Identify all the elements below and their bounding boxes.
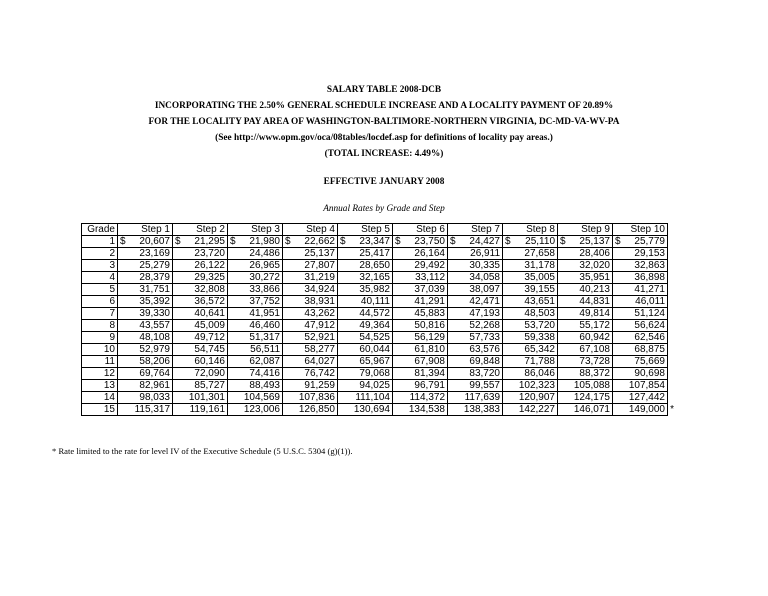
salary-table [81,223,674,416]
salary-cell: 37,752 [228,296,283,308]
salary-cell: 25,417 [338,248,393,260]
salary-cell: 138,383 [448,404,503,416]
salary-cell: 36,572 [173,296,228,308]
currency-symbol: $ [340,236,346,247]
salary-cell: 146,071 [558,404,613,416]
salary-cell: 114,372 [393,392,448,404]
salary-cell: 81,394 [393,368,448,380]
salary-cell: 59,338 [503,332,558,344]
salary-cell: 96,791 [393,380,448,392]
salary-cell [558,236,613,248]
grade-cell: 5 [82,284,118,296]
currency-symbol: $ [450,236,456,247]
currency-symbol: $ [505,236,511,247]
salary-cell: 30,335 [448,260,503,272]
salary-cell: 38,931 [283,296,338,308]
salary-cell: 36,898 [613,272,668,284]
salary-cell [338,236,393,248]
table-row [82,404,668,416]
salary-cell: 34,058 [448,272,503,284]
grade-cell: 4 [82,272,118,284]
table-row [82,236,668,248]
salary-value: 21,980 [249,236,280,247]
salary-cell: 65,967 [338,356,393,368]
salary-cell: 56,624 [613,320,668,332]
salary-cell: 47,912 [283,320,338,332]
step-header: Step 6 [393,224,448,236]
salary-cell: 72,090 [173,368,228,380]
salary-cell: 46,460 [228,320,283,332]
salary-cell: 44,831 [558,296,613,308]
salary-cell: 134,538 [393,404,448,416]
salary-cell: 33,866 [228,284,283,296]
salary-cell: 42,471 [448,296,503,308]
table-row [82,284,668,296]
salary-cell: 40,111 [338,296,393,308]
table-row [82,380,668,392]
footnote: * Rate limited to the rate for level IV of the Executive Schedule (5 U.S.C. 5304 (g)(1)). [52,446,353,456]
salary-cell: 28,406 [558,248,613,260]
step-header: Step 7 [448,224,503,236]
salary-cell: 26,164 [393,248,448,260]
grade-cell: 13 [82,380,118,392]
salary-cell: 55,172 [558,320,613,332]
salary-cell: 48,108 [118,332,173,344]
salary-cell: 39,155 [503,284,558,296]
salary-cell: 33,112 [393,272,448,284]
salary-cell: 54,525 [338,332,393,344]
salary-cell: 69,848 [448,356,503,368]
salary-value: 25,779 [634,236,665,247]
salary-cell: 39,330 [118,308,173,320]
table-row [82,308,668,320]
salary-cell: 47,193 [448,308,503,320]
salary-cell: 41,271 [613,284,668,296]
definitions-line: (See http://www.opm.gov/oca/08tables/locdef.asp for definitions of locality pay areas.) [215,133,553,143]
salary-cell: 23,720 [173,248,228,260]
table-title: SALARY TABLE 2008-DCB [326,85,442,95]
salary-cell: 56,129 [393,332,448,344]
grade-cell: 9 [82,332,118,344]
salary-cell: 88,372 [558,368,613,380]
salary-cell: 102,323 [503,380,558,392]
salary-cell: 88,493 [228,380,283,392]
salary-cell: 111,104 [338,392,393,404]
salary-cell: 52,921 [283,332,338,344]
salary-cell: 31,178 [503,260,558,272]
grade-cell: 8 [82,320,118,332]
salary-cell: 83,720 [448,368,503,380]
salary-cell: 86,046 [503,368,558,380]
salary-cell: 52,979 [118,344,173,356]
salary-cell: 127,442 [613,392,668,404]
salary-cell: 29,492 [393,260,448,272]
grade-cell: 10 [82,344,118,356]
salary-cell: 40,213 [558,284,613,296]
salary-cell: 49,364 [338,320,393,332]
salary-cell: 123,006 [228,404,283,416]
salary-cell: 60,044 [338,344,393,356]
table-row [82,272,668,284]
table-row [82,332,668,344]
salary-cell: 35,982 [338,284,393,296]
salary-cell: 35,951 [558,272,613,284]
salary-cell: 74,416 [228,368,283,380]
salary-value: 21,295 [194,236,225,247]
salary-cell: 45,883 [393,308,448,320]
salary-cell: 26,965 [228,260,283,272]
salary-cell [283,236,338,248]
salary-cell: 46,011 [613,296,668,308]
salary-cell: 130,694 [338,404,393,416]
grade-cell: 6 [82,296,118,308]
salary-cell: 62,546 [613,332,668,344]
salary-cell: 26,911 [448,248,503,260]
salary-cell: 27,807 [283,260,338,272]
table-row [82,392,668,404]
salary-cell: 58,277 [283,344,338,356]
salary-cell: 120,907 [503,392,558,404]
salary-cell: 52,268 [448,320,503,332]
salary-cell: 31,219 [283,272,338,284]
salary-cell [228,236,283,248]
table-row [82,260,668,272]
salary-cell: 58,206 [118,356,173,368]
salary-cell: 25,279 [118,260,173,272]
salary-cell: 56,511 [228,344,283,356]
salary-cell: 49,712 [173,332,228,344]
salary-cell: 35,005 [503,272,558,284]
locality-line: FOR THE LOCALITY PAY AREA OF WASHINGTON-BALTIMORE-NORTHERN VIRGINIA, DC-MD-VA-WV-PA [148,117,620,127]
step-header: Step 10 [613,224,668,236]
effective-date: EFFECTIVE JANUARY 2008 [323,177,445,187]
salary-cell: 91,259 [283,380,338,392]
table-subtitle: Annual Rates by Grade and Step [323,204,445,214]
salary-cell: 23,169 [118,248,173,260]
grade-header: Grade [82,224,118,236]
salary-cell: 54,745 [173,344,228,356]
salary-cell [393,236,448,248]
salary-cell: 126,850 [283,404,338,416]
salary-cell [118,236,173,248]
grade-cell: 3 [82,260,118,272]
grade-cell: 11 [82,356,118,368]
header-row [82,224,668,236]
salary-cell [448,236,503,248]
salary-cell: 32,020 [558,260,613,272]
salary-cell: 49,814 [558,308,613,320]
currency-symbol: $ [615,236,621,247]
grade-cell: 15 [82,404,118,416]
salary-cell: 79,068 [338,368,393,380]
currency-symbol: $ [120,236,126,247]
salary-cell: 76,742 [283,368,338,380]
salary-cell: 115,317 [118,404,173,416]
salary-cell: 32,165 [338,272,393,284]
salary-cell: 73,728 [558,356,613,368]
salary-value: 24,427 [469,236,500,247]
salary-cell: 28,650 [338,260,393,272]
salary-cell: 27,658 [503,248,558,260]
capped-marker: * [670,404,674,415]
salary-cell: 98,033 [118,392,173,404]
salary-value: 149,000 [628,404,665,415]
salary-cell: 44,572 [338,308,393,320]
salary-cell: 65,342 [503,344,558,356]
salary-cell: 29,153 [613,248,668,260]
step-header: Step 9 [558,224,613,236]
salary-cell: 32,808 [173,284,228,296]
currency-symbol: $ [395,236,401,247]
salary-cell: 107,854 [613,380,668,392]
currency-symbol: $ [175,236,181,247]
salary-cell: 62,087 [228,356,283,368]
currency-symbol: $ [230,236,236,247]
grade-cell: 12 [82,368,118,380]
salary-cell: 28,379 [118,272,173,284]
salary-cell: 29,325 [173,272,228,284]
salary-cell: 60,942 [558,332,613,344]
salary-cell: 85,727 [173,380,228,392]
step-header: Step 8 [503,224,558,236]
salary-cell: 69,764 [118,368,173,380]
grade-cell: 1 [82,236,118,248]
salary-cell: 94,025 [338,380,393,392]
salary-cell: 26,122 [173,260,228,272]
increase-line: INCORPORATING THE 2.50% GENERAL SCHEDULE INCREASE AND A LOCALITY PAYMENT OF 20.89% [154,101,614,111]
step-header: Step 1 [118,224,173,236]
step-header: Step 5 [338,224,393,236]
salary-cell: 71,788 [503,356,558,368]
step-header: Step 4 [283,224,338,236]
grade-cell: 7 [82,308,118,320]
grade-cell: 2 [82,248,118,260]
table-row [82,368,668,380]
salary-cell: 75,669 [613,356,668,368]
salary-cell: 41,291 [393,296,448,308]
salary-cell: 64,027 [283,356,338,368]
salary-value: 23,347 [359,236,390,247]
salary-cell: 30,272 [228,272,283,284]
currency-symbol: $ [285,236,291,247]
salary-cell [173,236,228,248]
step-header: Step 3 [228,224,283,236]
salary-cell: 119,161 [173,404,228,416]
salary-cell: 51,124 [613,308,668,320]
table-row [82,296,668,308]
salary-cell: 41,951 [228,308,283,320]
step-header: Step 2 [173,224,228,236]
salary-cell: 63,576 [448,344,503,356]
salary-value: 25,137 [579,236,610,247]
table-row [82,356,668,368]
salary-cell: 51,317 [228,332,283,344]
salary-cell: 50,816 [393,320,448,332]
salary-cell: 32,863 [613,260,668,272]
salary-cell: 37,039 [393,284,448,296]
table-row [82,248,668,260]
total-increase: (TOTAL INCREASE: 4.49%) [324,149,444,159]
salary-cell: 35,392 [118,296,173,308]
salary-cell: 90,698 [613,368,668,380]
currency-symbol: $ [560,236,566,247]
salary-cell: 117,639 [448,392,503,404]
salary-cell: 24,486 [228,248,283,260]
salary-cell [503,236,558,248]
salary-value: 20,607 [139,236,170,247]
salary-cell: 68,875 [613,344,668,356]
salary-cell: 101,301 [173,392,228,404]
salary-cell: 45,009 [173,320,228,332]
salary-cell: 142,227 [503,404,558,416]
salary-cell: 61,810 [393,344,448,356]
table-row [82,344,668,356]
salary-cell [613,404,674,416]
salary-cell: 67,908 [393,356,448,368]
table-row [82,320,668,332]
salary-value: 23,750 [414,236,445,247]
salary-cell: 43,651 [503,296,558,308]
salary-cell: 57,733 [448,332,503,344]
salary-cell: 67,108 [558,344,613,356]
salary-cell: 53,720 [503,320,558,332]
salary-cell: 48,503 [503,308,558,320]
salary-cell: 104,569 [228,392,283,404]
salary-cell [613,236,668,248]
salary-value: 22,662 [304,236,335,247]
salary-cell: 124,175 [558,392,613,404]
salary-value: 25,110 [525,236,555,247]
salary-cell: 43,262 [283,308,338,320]
salary-cell: 105,088 [558,380,613,392]
salary-cell: 34,924 [283,284,338,296]
salary-cell: 38,097 [448,284,503,296]
salary-cell: 107,836 [283,392,338,404]
grade-cell: 14 [82,392,118,404]
salary-cell: 99,557 [448,380,503,392]
salary-cell: 31,751 [118,284,173,296]
salary-cell: 60,146 [173,356,228,368]
salary-cell: 40,641 [173,308,228,320]
salary-cell: 82,961 [118,380,173,392]
salary-cell: 25,137 [283,248,338,260]
salary-cell: 43,557 [118,320,173,332]
